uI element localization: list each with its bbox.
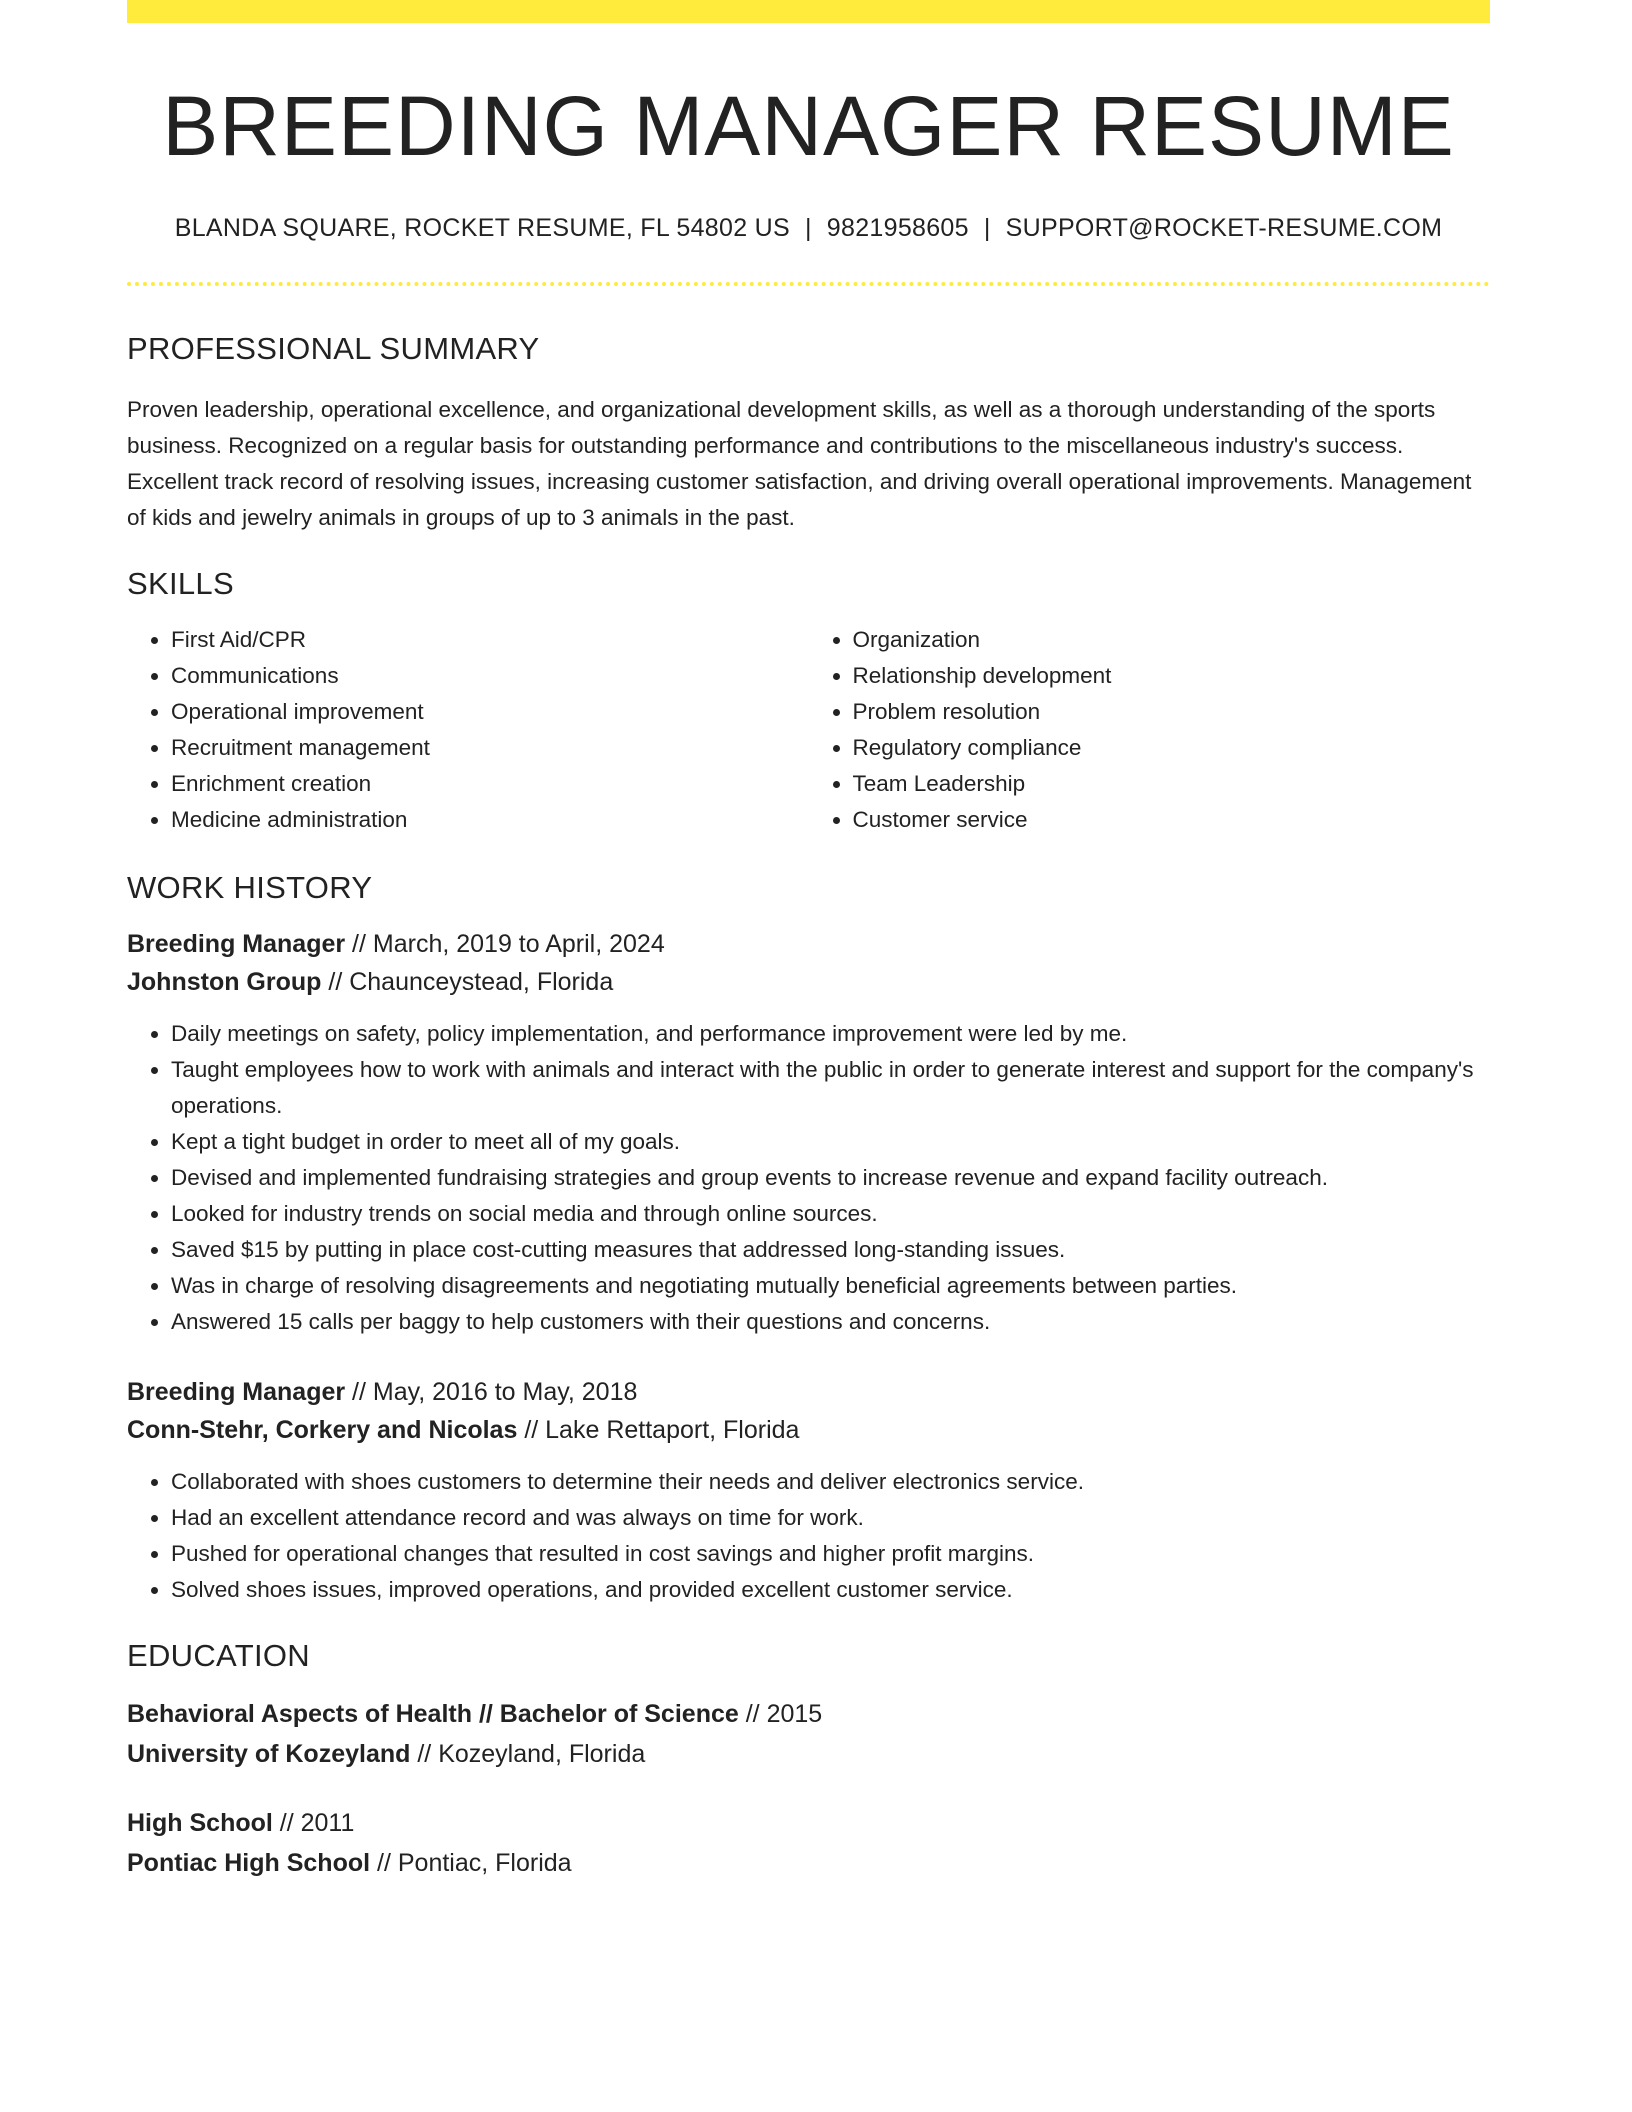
skills-list-right <box>809 622 1491 838</box>
job-bullets <box>127 1016 1490 1340</box>
education-location: // Pontiac, Florida <box>370 1849 572 1878</box>
skill-item: • Regulatory compliance <box>853 730 1491 766</box>
skills-list-left <box>127 622 809 838</box>
contact-phone: 9821958605 <box>826 214 969 243</box>
resume-content <box>127 0 1490 1883</box>
education-location: // Kozeyland, Florida <box>410 1740 646 1769</box>
job-bullets <box>127 1464 1490 1608</box>
job-location: // Chaunceystead, Florida <box>321 968 614 997</box>
education-degree: High School <box>127 1809 273 1838</box>
skills-columns <box>127 622 1490 838</box>
contact-address: BLANDA SQUARE, ROCKET RESUME, FL 54802 US <box>174 214 790 243</box>
job-title-line <box>127 925 1490 963</box>
job-dates: // May, 2016 to May, 2018 <box>345 1378 638 1407</box>
summary-text: Proven leadership, operational excellence, and organizational development skills, as well as a thorough understanding of the sports business. Recognized on a regular basis for outstanding performance and contributions to the miscellaneous industry's success. Excellent track record of resolving issues, increasing customer satisfaction, and driving overall operational improvements. Management of kids and jewelry animals in groups of up to 3 animals in the past. <box>127 397 1472 531</box>
job-bullet: • Devised and implemented fundraising strategies and group events to increase revenue and expand facility outreach. <box>171 1160 1490 1196</box>
education-year: // 2011 <box>272 1809 355 1838</box>
education-year: // 2015 <box>738 1700 823 1729</box>
job-dates: // March, 2019 to April, 2024 <box>345 930 665 959</box>
skills-heading: SKILLS <box>127 566 234 602</box>
education-school: University of Kozeyland <box>127 1740 411 1769</box>
education-degree-line <box>127 1694 1490 1734</box>
job-company-line <box>127 1411 1490 1449</box>
summary-heading: PROFESSIONAL SUMMARY <box>127 331 540 367</box>
job-bullet: • Looked for industry trends on social media and through online sources. <box>171 1196 1490 1232</box>
skill-item: • Medicine administration <box>171 802 809 838</box>
job-title: Breeding Manager <box>127 930 346 959</box>
work-history-heading: WORK HISTORY <box>127 870 373 906</box>
education-school: Pontiac High School <box>127 1849 371 1878</box>
skill-item: • Customer service <box>853 802 1491 838</box>
job-bullet: • Collaborated with shoes customers to determine their needs and deliver electronics service. <box>171 1464 1490 1500</box>
contact-separator: | <box>983 214 991 243</box>
job-bullet: • Saved $15 by putting in place cost-cutting measures that addressed long-standing issues. <box>171 1232 1490 1268</box>
job-bullet: • Had an excellent attendance record and was always on time for work. <box>171 1500 1490 1536</box>
job-bullet: • Daily meetings on safety, policy implementation, and performance improvement were led by me. <box>171 1016 1490 1052</box>
education-heading: EDUCATION <box>127 1638 310 1674</box>
job-bullet: • Answered 15 calls per baggy to help customers with their questions and concerns. <box>171 1304 1490 1340</box>
job-entry <box>127 1373 1490 1608</box>
skill-item: • Communications <box>171 658 809 694</box>
education-entry <box>127 1694 1490 1774</box>
header-divider <box>127 282 1490 286</box>
skill-item: • Relationship development <box>853 658 1491 694</box>
skill-item: • First Aid/CPR <box>171 622 809 658</box>
education-school-line <box>127 1734 1490 1774</box>
job-entry <box>127 925 1490 1340</box>
contact-separator: | <box>805 214 812 243</box>
skill-item: • Recruitment management <box>171 730 809 766</box>
job-bullet: • Kept a tight budget in order to meet all of my goals. <box>171 1124 1490 1160</box>
job-company-line <box>127 963 1490 1001</box>
job-bullet: • Pushed for operational changes that resulted in cost savings and higher profit margins. <box>171 1536 1490 1572</box>
education-entry <box>127 1803 1490 1883</box>
job-title: Breeding Manager <box>127 1378 346 1407</box>
skill-item: • Team Leadership <box>853 766 1491 802</box>
skill-item: • Operational improvement <box>171 694 809 730</box>
job-bullet: • Taught employees how to work with animals and interact with the public in order to generate interest and support for the company's operations. <box>171 1052 1490 1124</box>
education-degree: Behavioral Aspects of Health // Bachelor of Science <box>127 1700 739 1729</box>
contact-line <box>127 214 1490 243</box>
skill-item: • Organization <box>853 622 1491 658</box>
top-accent-bar <box>127 0 1490 23</box>
job-bullet: • Was in charge of resolving disagreements and negotiating mutually beneficial agreements between parties. <box>171 1268 1490 1304</box>
skill-item: • Enrichment creation <box>171 766 809 802</box>
job-title-line <box>127 1373 1490 1411</box>
job-location: // Lake Rettaport, Florida <box>517 1416 800 1445</box>
education-degree-line <box>127 1803 1490 1843</box>
education-school-line <box>127 1843 1490 1883</box>
resume-title: BREEDING MANAGER RESUME <box>162 79 1455 173</box>
job-bullet: • Solved shoes issues, improved operations, and provided excellent customer service. <box>171 1572 1490 1608</box>
job-company: Conn-Stehr, Corkery and Nicolas <box>127 1416 518 1445</box>
job-company: Johnston Group <box>127 968 322 997</box>
skill-item: • Problem resolution <box>853 694 1491 730</box>
contact-email: SUPPORT@ROCKET-RESUME.COM <box>1005 214 1443 243</box>
